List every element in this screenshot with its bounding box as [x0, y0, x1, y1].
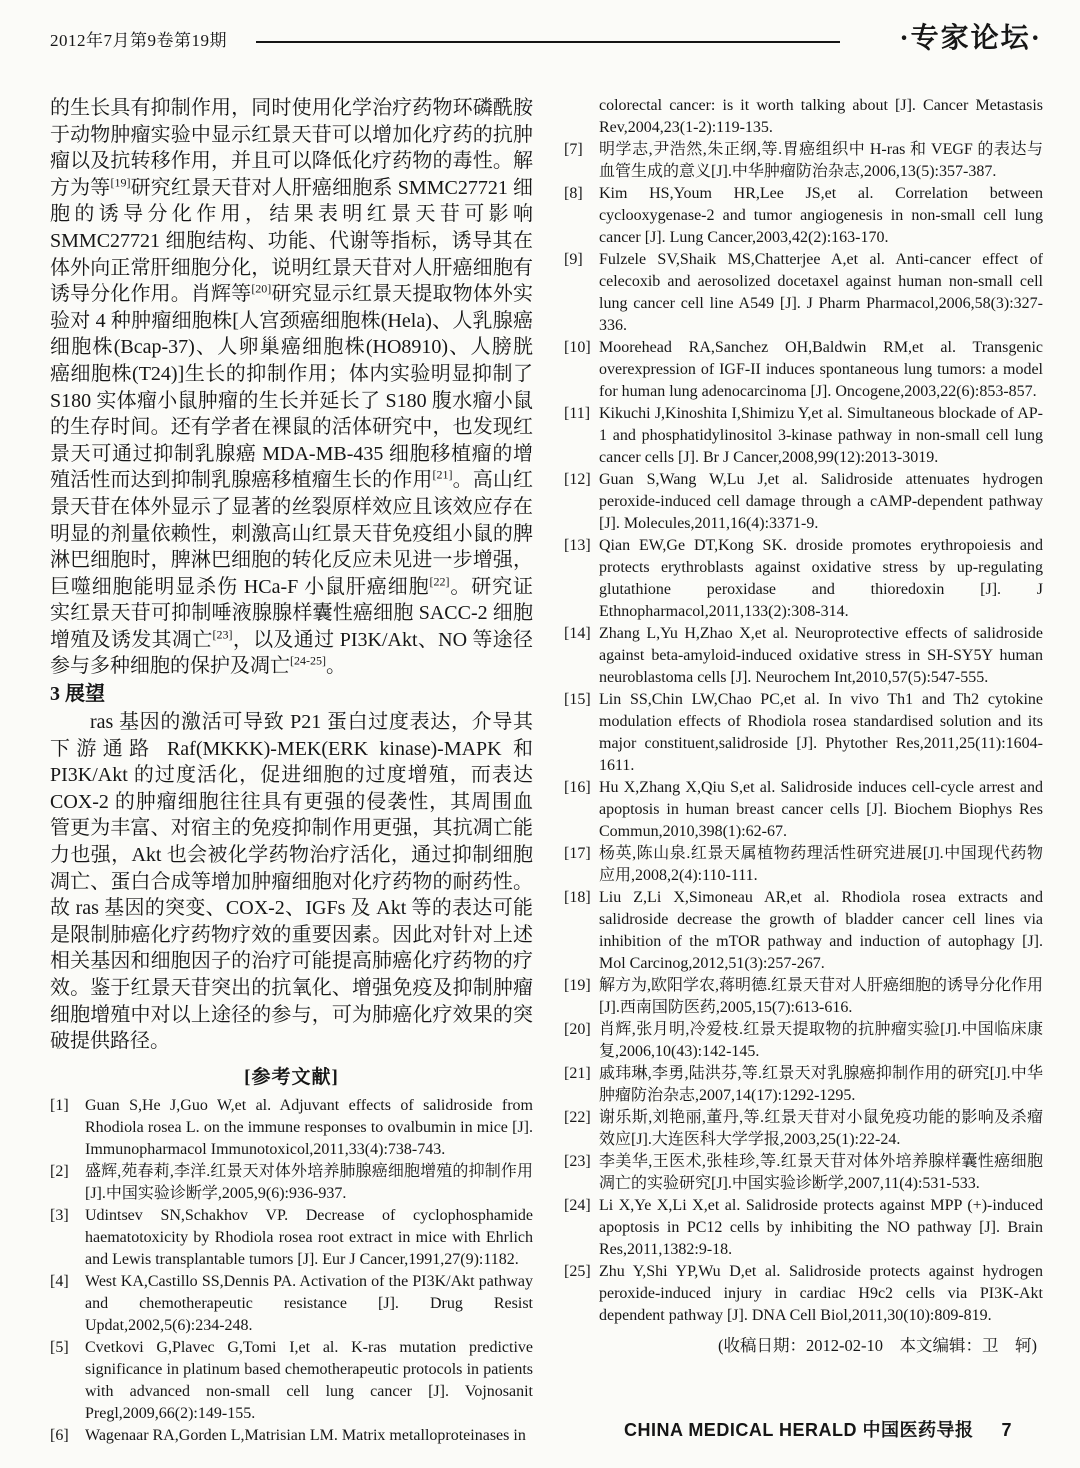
- reference-item: [564, 887, 1043, 975]
- reference-text: 谢乐斯,刘艳丽,董丹,等.红景天苷对小鼠免疫功能的影响及杀瘤效应[J].大连医科大学学报,2003,25(1):22-24.: [599, 1109, 1043, 1148]
- reference-item: [50, 1161, 533, 1205]
- reference-number: [9]: [564, 251, 583, 268]
- reference-item: [564, 1019, 1043, 1063]
- reference-number: [16]: [564, 779, 591, 796]
- reference-item: [50, 1425, 533, 1447]
- reference-text: 明学志,尹浩然,朱正纲,等.胃癌组织中 H-ras 和 VEGF 的表达与血管生成的意义[J].中华肿瘤防治杂志,2006,13(5):357-387.: [599, 141, 1043, 180]
- right-column: [564, 95, 1043, 1357]
- reference-number: [21]: [564, 1065, 591, 1082]
- reference-text: Fulzele SV,Shaik MS,Chatterjee A,et al. Anti-cancer effect of celecoxib and aerosolized docetaxel against human non-small cell lung cancer cell line A549 [J]. J Pharm Pharmacol,2006,58(3):327-336.: [599, 251, 1043, 334]
- reference-text: Kikuchi J,Kinoshita I,Shimizu Y,et al. Simultaneous blockade of AP-1 and phosphatidylinositol 3-kinase pathway in non-small cell lung cancer cells [J]. Br J Cancer,2008,99(12):2013-3019.: [599, 405, 1043, 466]
- reference-number: [2]: [50, 1162, 69, 1180]
- reference-item: [50, 1095, 533, 1161]
- page-footer: [624, 1416, 1012, 1442]
- reference-number: [12]: [564, 471, 591, 488]
- reference-number: [3]: [50, 1206, 69, 1224]
- reference-text: Zhu Y,Shi YP,Wu D,et al. Salidroside protects against hydrogen peroxide-induced injury in cardiac H9c2 cells via PI3K-Akt dependent pathway [J]. DNA Cell Biol,2011,30(10):809-819.: [599, 1263, 1043, 1324]
- reference-text: Udintsev SN,Schakhov VP. Decrease of cyclophosphamide haematotoxicity by Rhodiola rosea root extract in mice with Ehrlich and Lewis transplantable tumors [J]. Eur J Cancer,1991,27(9):1182.: [85, 1206, 533, 1268]
- reference-number: [24]: [564, 1197, 591, 1214]
- citation-superscript: [22]: [429, 574, 450, 589]
- reference-number: [25]: [564, 1263, 591, 1280]
- citation-superscript: [21]: [432, 467, 453, 482]
- reference-number: [20]: [564, 1021, 591, 1038]
- reference-text: Guan S,Wang W,Lu J,et al. Salidroside attenuates hydrogen peroxide-induced cell damage through a cAMP-dependent pathway [J]. Molecules,2011,16(4):3371-9.: [599, 471, 1043, 532]
- reference-text: colorectal cancer: is it worth talking about [J]. Cancer Metastasis Rev,2004,23(1-2):119-135.: [599, 97, 1043, 136]
- reference-text: Hu X,Zhang X,Qiu S,et al. Salidroside induces cell-cycle arrest and apoptosis in human breast cancer cells [J]. Biochem Biophys Res Commun,2010,398(1):62-67.: [599, 779, 1043, 840]
- citation-superscript: [23]: [212, 627, 233, 642]
- reference-text: West KA,Castillo SS,Dennis PA. Activation of the PI3K/Akt pathway and chemotherapeutic resistance [J]. Drug Resist Updat,2002,5(6):234-248.: [85, 1272, 533, 1334]
- reference-item: [564, 623, 1043, 689]
- reference-item: [564, 843, 1043, 887]
- reference-number: [13]: [564, 537, 591, 554]
- reference-item: [564, 95, 1043, 139]
- reference-number: [14]: [564, 625, 591, 642]
- reference-item: [50, 1337, 533, 1425]
- body-paragraph: [50, 95, 533, 680]
- citation-superscript: [20]: [251, 281, 272, 296]
- reference-text: 肖辉,张月明,冷爱枝.红景天提取物的抗肿瘤实验[J].中国临床康复,2006,10(43):142-145.: [599, 1021, 1043, 1060]
- reference-item: [564, 403, 1043, 469]
- references-list-left: [50, 1095, 533, 1447]
- reference-number: [1]: [50, 1096, 69, 1114]
- paragraph-text: 研究显示红景天提取物体外实验对 4 种肿瘤细胞株[人宫颈癌细胞株(Hela)、人乳腺癌细胞株(Bcap-37)、人卵巢癌细胞株(HO8910)、人膀胱癌细胞株(T24)]生长的抑制作用；体内实验明显抑制了 S180 实体瘤小鼠肿瘤的生长并延长了 S180 腹水瘤小鼠的生存时间。还有学者在裸鼠的活体研究中，也发现红景天可通过抑制乳腺癌 MDA-MB-435 细胞移植瘤的增殖活性而达到抑制乳腺癌移植瘤生长的作用: [50, 283, 534, 492]
- section-banner: ·专家论坛·: [899, 23, 1042, 54]
- reference-item: [564, 1195, 1043, 1261]
- reference-text: Lin SS,Chin LW,Chao PC,et al. In vivo Th1 and Th2 cytokine modulation effects of Rhodiola rosea standardised solution and its major constituent,salidroside [J]. Phytother Res,2011,25(11):1604-1611.: [599, 691, 1043, 774]
- reference-item: [50, 1271, 533, 1337]
- paragraph-text: 的生长具有抑制作用，同时使用化学治疗药物环磷酰胺于动物肿瘤实验中显示红景天苷可以增加化疗药的抗肿瘤以及抗转移作用，并且可以降低化疗药物的毒性。解方为等: [50, 97, 533, 199]
- journal-issue: 2012年7月第9卷第19期: [50, 31, 227, 50]
- reference-number: [11]: [564, 405, 591, 422]
- paragraph-text: 。高山红景天苷在体外显示了显著的丝裂原样效应且该效应存在明显的剂量依赖性，刺激高山红景天苷免疫组小鼠的脾淋巴细胞时，脾淋巴细胞的转化反应未见进一步增强，巨噬细胞能明显杀伤 HCa-F 小鼠肝癌细胞: [50, 469, 534, 598]
- paragraph-text: 。: [326, 655, 346, 678]
- reference-item: [564, 249, 1043, 337]
- header-rule: [256, 41, 840, 43]
- paragraph-text: ，以及通过 PI3K/Akt、NO 等途径参与多种细胞的保护及凋亡: [50, 628, 533, 678]
- reference-item: [564, 975, 1043, 1019]
- reference-item: [564, 139, 1043, 183]
- reference-item: [564, 337, 1043, 403]
- reference-number: [19]: [564, 977, 591, 994]
- reference-text: Qian EW,Ge DT,Kong SK. droside promotes erythropoiesis and protects erythroblasts against oxidative stress by up-regulating glutathione peroxidase and thioredoxin [J]. J Ethnopharmacol,2011,133(2):308-314.: [599, 537, 1043, 620]
- reference-text: Kim HS,Youm HR,Lee JS,et al. Correlation between cyclooxygenase-2 and tumor angiogenesis in non-small cell lung cancer [J]. Lung Cancer,2003,42(2):163-170.: [599, 185, 1043, 246]
- left-column: [50, 95, 533, 1447]
- reference-text: Wagenaar RA,Gorden L,Matrisian LM. Matrix metalloproteinases in: [85, 1426, 526, 1444]
- reference-text: Li X,Ye X,Li X,et al. Salidroside protects against MPP (+)-induced apoptosis in PC12 cells by inhibiting the NO pathway [J]. Brain Res,2011,1382:9-18.: [599, 1197, 1043, 1258]
- reference-text: Cvetkovi G,Plavec G,Tomi I,et al. K-ras mutation predictive significance in platinum based chemotherapeutic protocols in patients with advanced non-small cell lung cancer [J]. Vojnosanit Pregl,2009,66(2):149-155.: [85, 1338, 533, 1422]
- reference-item: [50, 1205, 533, 1271]
- reference-number: [22]: [564, 1109, 591, 1126]
- paragraph-text: 。研究证实红景天苷可抑制唾液腺腺样囊性癌细胞 SACC-2 细胞增殖及诱发其凋亡: [50, 575, 534, 651]
- reference-text: Moorehead RA,Sanchez OH,Baldwin RM,et al. Transgenic overexpression of IGF-II induces spontaneous lung tumors: a model for human lung adenocarcinoma [J]. Oncogene,2003,22(6):853-857.: [599, 339, 1043, 400]
- paragraph-text: ras 基因的激活可导致 P21 蛋白过度表达，介导其下游通路 Raf(MKKK)-MEK(ERK kinase)-MAPK 和 PI3K/Akt 的过度活化，促进细胞的过度增殖，而表达 COX-2 的肿瘤细胞往往具有更强的侵袭性，其周围血管更为丰富、对宿主的免疫抑制作用更强，其抗凋亡能力也强，Akt 也会被化学药物治疗活化，通过抑制细胞凋亡、蛋白合成等增加肿瘤细胞对化疗药物的耐药性。故 ras 基因的突变、COX-2、IGFs 及 Akt 等的表达可能是限制肺癌化疗药物疗效的重要因素。因此对针对上述相关基因和细胞因子的治疗可能提高肺癌化疗药物的疗效。鉴于红景天苷突出的抗氧化、增强免疫及抑制肿瘤细胞增殖中对以上途径的参与，可为肺癌化疗效果的突破提供路径。: [50, 711, 533, 1053]
- reference-item: [564, 1107, 1043, 1151]
- references-list-right: [564, 95, 1043, 1327]
- reference-text: 李美华,王医术,张桂珍,等.红景天苷对体外培养腺样囊性癌细胞凋亡的实验研究[J].中国实验诊断学,2007,11(4):531-533.: [599, 1153, 1043, 1192]
- paragraph-text: 研究红景天苷对人肝癌细胞系 SMMC27721 细胞的诱导分化作用，结果表明红景天苷可影响 SMMC27721 细胞结构、功能、代谢等指标，诱导其在体外向正常肝细胞分化，说明红景天苷对人肝癌细胞有诱导分化作用。肖辉等: [50, 176, 533, 306]
- references-heading: [参考文献]: [244, 1066, 339, 1088]
- page-number: 7: [1001, 1420, 1012, 1440]
- reference-item: [564, 535, 1043, 623]
- reference-number: [6]: [50, 1426, 69, 1444]
- reference-number: [23]: [564, 1153, 591, 1170]
- reference-text: 戚玮琳,李勇,陆洪芬,等.红景天对乳腺癌抑制作用的研究[J].中华肿瘤防治杂志,2007,14(17):1292-1295.: [599, 1065, 1043, 1104]
- reference-text: 杨英,陈山泉.红景天属植物药理活性研究进展[J].中国现代药物应用,2008,2(4):110-111.: [599, 845, 1043, 884]
- reference-number: [5]: [50, 1338, 69, 1356]
- reference-number: [18]: [564, 889, 591, 906]
- reference-text: 解方为,欧阳学农,蒋明德.红景天苷对人肝癌细胞的诱导分化作用[J].西南国防医药,2005,15(7):613-616.: [599, 977, 1044, 1016]
- reference-text: Liu Z,Li X,Simoneau AR,et al. Rhodiola rosea extracts and salidroside decrease the growth of bladder cancer cell lines via inhibition of the mTOR pathway and induction of autophagy [J]. Mol Carcinog,2012,51(3):257-267.: [599, 889, 1043, 972]
- reference-text: 盛辉,苑春莉,李洋.红景天对体外培养肺腺癌细胞增殖的抑制作用[J].中国实验诊断学,2005,9(6):936-937.: [85, 1162, 533, 1202]
- reference-item: [564, 1063, 1043, 1107]
- reference-number: [15]: [564, 691, 591, 708]
- reference-item: [564, 1151, 1043, 1195]
- reference-text: Guan S,He J,Guo W,et al. Adjuvant effects of salidroside from Rhodiola rosea L. on the immune responses to ovalbumin in mice [J]. Immunopharmacol Immunotoxicol,2011,33(4):738-743.: [85, 1096, 533, 1158]
- reference-number: [7]: [564, 141, 583, 158]
- outlook-paragraph: [50, 709, 533, 1055]
- reference-item: [564, 689, 1043, 777]
- reference-number: [8]: [564, 185, 583, 202]
- reference-number: [17]: [564, 845, 591, 862]
- outlook-heading: 3 展望: [50, 683, 105, 706]
- received-date-note: (收稿日期：2012-02-10 本文编辑：卫 轲): [718, 1336, 1037, 1355]
- reference-number: [10]: [564, 339, 591, 356]
- citation-superscript: [24-25]: [290, 653, 326, 668]
- footer-journal-name: CHINA MEDICAL HERALD 中国医药导报: [623, 1420, 974, 1440]
- citation-superscript: [19]: [110, 175, 131, 190]
- reference-number: [4]: [50, 1272, 69, 1290]
- reference-text: Zhang L,Yu H,Zhao X,et al. Neuroprotective effects of salidroside against beta-amyloid-induced oxidative stress in SH-SY5Y human neuroblastoma cells [J]. Neurochem Int,2010,57(5):547-555.: [599, 625, 1043, 686]
- reference-item: [564, 469, 1043, 535]
- reference-item: [564, 183, 1043, 249]
- reference-item: [564, 777, 1043, 843]
- reference-item: [564, 1261, 1043, 1327]
